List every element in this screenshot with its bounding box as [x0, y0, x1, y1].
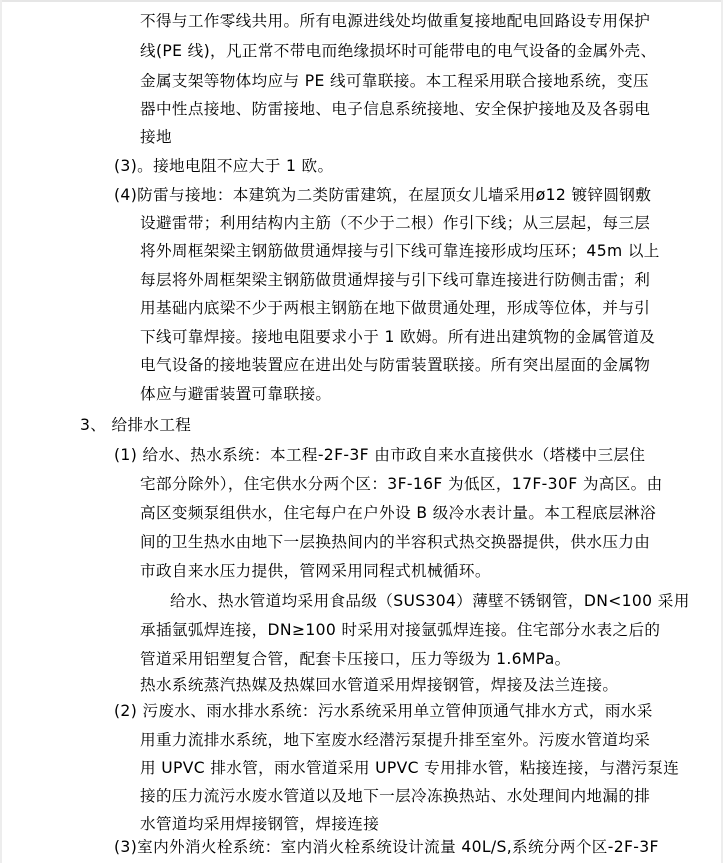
list-item-heading: (3)室内外消火栓系统：室内消火栓系统设计流量 40L/S,系统分两个区-2F-3F [114, 838, 659, 856]
list-item-heading: (4)防雷与接地：本建筑为二类防雷建筑，在屋顶女儿墙采用ø12 镀锌圆钢敷 [114, 186, 652, 204]
text-line: 设避雷带；利用结构内主筋（不少于二根）作引下线；从三层起，每三层 [140, 214, 651, 232]
text-line: 水管道均采用焊接钢管，焊接连接 [140, 815, 380, 833]
list-item-heading: (1) 给水、热水系统：本工程-2F-3F 由市政自来水直接供水（塔楼中三层住 [114, 446, 646, 464]
text-line: 热水系统蒸汽热媒及热媒回水管道采用焊接钢管，焊接及法兰连接。 [140, 676, 619, 694]
text-line: 每层将外周框架梁主钢筋做贯通焊接与引下线可靠连接进行防侧击雷；利 [140, 271, 651, 289]
text-line: 市政自来水压力提供，管网采用同程式机械循环。 [140, 562, 491, 580]
text-line: 用 UPVC 排水管，雨水管道采用 UPVC 专用排水管，粘接连接，与潜污泵连 [140, 759, 680, 777]
page-top-edge [0, 0, 723, 2]
text-line: 线(PE 线)，凡正常不带电而绝缘损坏时可能带电的电气设备的金属外壳、 [140, 42, 657, 60]
section-heading: 3、 给排水工程 [80, 416, 192, 434]
text-line: 下线可靠焊接。接地电阻要求小于 1 欧姆。所有进出建筑物的金属管道及 [140, 328, 656, 346]
text-line: 承插氩弧焊连接，DN≥100 时采用对接氩弧焊连接。住宅部分水表之后的 [140, 621, 661, 639]
text-line: 器中性点接地、防雷接地、电子信息系统接地、安全保护接地及及各弱电 [140, 100, 651, 118]
text-line: 用重力流排水系统，地下室废水经潜污泵提升排至室外。污废水管道均采 [140, 731, 651, 749]
text-line: 电气设备的接地装置应在进出处与防雷装置联接。所有突出屋面的金属物 [140, 356, 651, 374]
paragraph-first-line: 给水、热水管道均采用食品级（SUS304）薄壁不锈钢管，DN<100 采用 [170, 592, 690, 610]
list-item-heading: (3)。接地电阻不应大于 1 欧。 [114, 157, 334, 175]
text-line: 管道采用铝塑复合管，配套卡压接口，压力等级为 1.6MPa。 [140, 650, 571, 668]
text-line: 体应与避雷装置可靠联接。 [140, 385, 332, 403]
text-line: 接的压力流污水废水管道以及地下一层冷冻换热站、水处理间内地漏的排 [140, 787, 651, 805]
text-line: 不得与工作零线共用。所有电源进线处均做重复接地配电回路设专用保护 [140, 12, 651, 30]
text-line: 宅部分除外），住宅供水分两个区：3F-16F 为低区，17F-30F 为高区。由 [140, 475, 663, 493]
page-left-edge [0, 0, 2, 863]
list-item-heading: (2) 污废水、雨水排水系统：污水系统采用单立管伸顶通气排水方式，雨水采 [114, 702, 653, 720]
text-line: 接地 [140, 128, 172, 146]
text-line: 间的卫生热水由地下一层换热间内的半容积式热交换器提供，供水压力由 [140, 533, 651, 551]
text-line: 将外周框架梁主钢筋做贯通焊接与引下线可靠连接形成均压环；45m 以上 [140, 242, 660, 260]
text-line: 用基础内底梁不少于两根主钢筋在地下做贯通处理，形成等位体，并与引 [140, 299, 651, 317]
text-line: 金属支架等物体均应与 PE 线可靠联接。本工程采用联合接地系统，变压 [140, 72, 649, 90]
text-line: 高区变频泵组供水，住宅每户在户外设 B 级冷水表计量。本工程底层淋浴 [140, 504, 656, 522]
